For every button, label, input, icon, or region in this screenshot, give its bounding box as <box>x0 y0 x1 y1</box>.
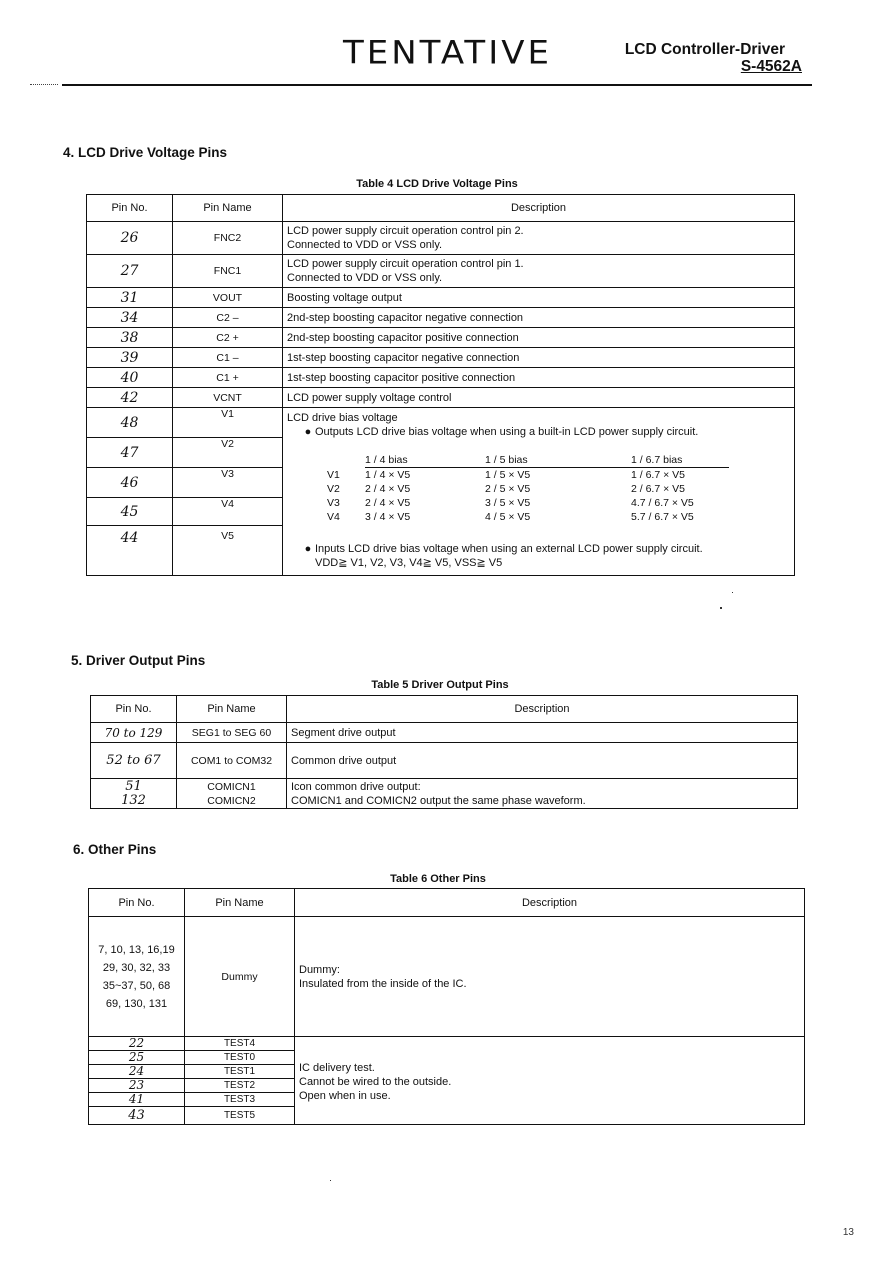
pin-description: 1st-step boosting capacitor positive connection <box>283 368 795 388</box>
pin-list-line: 7, 10, 13, 16,19 <box>98 943 175 956</box>
col-header-pin-no: Pin No. <box>89 889 185 917</box>
section-6-heading: 6. Other Pins <box>73 842 157 857</box>
pin-description: 2nd-step boosting capacitor positive connection <box>283 328 795 348</box>
bias-value: 2 / 5 × V5 <box>485 483 531 495</box>
pin-name: TEST1 <box>185 1065 295 1079</box>
pin-number: 47 <box>87 438 173 468</box>
pin-name: SEG1 to SEG 60 <box>177 723 287 743</box>
table-4 <box>86 194 795 576</box>
header-rule <box>62 84 812 86</box>
pin-number: 44 <box>87 526 173 576</box>
section-5-heading: 5. Driver Output Pins <box>71 653 206 668</box>
desc-line: Cannot be wired to the outside. <box>299 1076 452 1088</box>
pin-number: 46 <box>87 468 173 498</box>
bias-value: 3 / 4 × V5 <box>365 511 411 523</box>
bias-ratio-row <box>327 468 729 483</box>
table-6-caption: Table 6 Other Pins <box>390 873 486 885</box>
pin-name: VOUT <box>173 288 283 308</box>
pin-number: 26 <box>87 222 173 255</box>
pin-number: 34 <box>87 308 173 328</box>
table-row <box>87 308 795 328</box>
pin-number: 43 <box>89 1107 185 1125</box>
table-5-caption: Table 5 Driver Output Pins <box>371 679 509 691</box>
table-5-header-row <box>91 696 798 723</box>
pin-description: Segment drive output <box>287 723 798 743</box>
bias-pin: V3 <box>327 497 340 509</box>
tentative-stamp: TENTATIVE <box>343 34 552 72</box>
col-header-pin-name: Pin Name <box>177 696 287 723</box>
pin-number-line: 132 <box>121 792 146 808</box>
bullet-icon: ● <box>304 543 312 555</box>
bias-pin: V1 <box>327 468 340 481</box>
test-description <box>295 1037 805 1125</box>
pin-name: V2 <box>173 438 283 468</box>
bias-value: 3 / 5 × V5 <box>485 497 531 509</box>
col-header-description: Description <box>287 696 798 723</box>
pin-description: Common drive output <box>287 743 798 779</box>
desc-line: LCD power supply circuit operation control pin 2. <box>287 225 524 237</box>
col-header-description: Description <box>283 195 795 222</box>
table-row <box>87 328 795 348</box>
col-header-pin-name: Pin Name <box>173 195 283 222</box>
bias-value: 2 / 4 × V5 <box>365 497 411 509</box>
pin-name-line: COMICN2 <box>207 794 256 807</box>
pin-number: 45 <box>87 498 173 526</box>
pin-list-line: 35~37, 50, 68 <box>102 979 171 992</box>
desc-line: COMICN1 and COMICN2 output the same phase waveform. <box>291 794 586 807</box>
bias-value: 1 / 4 × V5 <box>365 469 411 481</box>
pin-name: V1 <box>173 408 283 438</box>
desc-line: Dummy: <box>299 963 340 976</box>
bias-condition: VDD≧ V1, V2, V3, V4≧ V5, VSS≧ V5 <box>315 557 503 569</box>
pin-name: FNC1 <box>173 255 283 288</box>
bias-header: 1 / 6.7 bias <box>631 453 729 468</box>
pin-name: C2 + <box>173 328 283 348</box>
pin-number: 38 <box>87 328 173 348</box>
pin-list-line: 69, 130, 131 <box>105 997 168 1010</box>
table-row <box>91 723 798 743</box>
header-rule-stub <box>30 84 58 85</box>
pin-description <box>283 222 795 255</box>
document-title: LCD Controller-Driver <box>624 41 785 58</box>
pin-list-line: 29, 30, 32, 33 <box>102 961 171 974</box>
bias-header: 1 / 5 bias <box>485 453 631 468</box>
pin-name: C2 – <box>173 308 283 328</box>
pin-name: V4 <box>173 498 283 526</box>
bias-value: 1 / 5 × V5 <box>485 469 531 481</box>
bias-value: 2 / 4 × V5 <box>365 483 411 495</box>
bias-header: 1 / 4 bias <box>365 453 485 468</box>
pin-name: VCNT <box>173 388 283 408</box>
bias-ratio-row <box>327 510 729 524</box>
table-row <box>89 917 805 1037</box>
table-row <box>87 368 795 388</box>
pin-name: TEST0 <box>185 1051 295 1065</box>
pin-number: 41 <box>89 1093 185 1107</box>
pin-name: TEST4 <box>185 1037 295 1051</box>
table-row <box>87 388 795 408</box>
pin-name-line: COMICN1 <box>207 780 256 793</box>
pin-number: 23 <box>89 1079 185 1093</box>
pin-number: 42 <box>87 388 173 408</box>
section-4-heading: 4. LCD Drive Voltage Pins <box>63 145 228 160</box>
bias-voltage-description <box>283 408 795 576</box>
desc-line: Connected to VDD or VSS only. <box>287 272 443 284</box>
pin-number: 48 <box>87 408 173 438</box>
pin-number: 70 to 129 <box>91 723 177 743</box>
pin-name: Dummy <box>185 917 295 1037</box>
col-header-pin-name: Pin Name <box>185 889 295 917</box>
pin-description: Boosting voltage output <box>283 288 795 308</box>
table-row <box>91 743 798 779</box>
pin-name: TEST3 <box>185 1093 295 1107</box>
pin-description: 2nd-step boosting capacitor negative connection <box>283 308 795 328</box>
pin-number: 27 <box>87 255 173 288</box>
bias-value: 4 / 5 × V5 <box>485 511 531 523</box>
table-row <box>87 408 795 438</box>
bias-corner <box>327 453 365 468</box>
model-number: S-4562A <box>740 58 802 75</box>
pin-number: 25 <box>89 1051 185 1065</box>
table-row <box>87 348 795 368</box>
page-number: 13 <box>842 1227 854 1238</box>
pin-name: V3 <box>173 468 283 498</box>
table-5 <box>90 695 798 809</box>
pin-number: 52 to 67 <box>91 743 177 779</box>
table-4-caption: Table 4 LCD Drive Voltage Pins <box>356 178 518 190</box>
scan-speck <box>732 592 733 593</box>
pin-name: TEST2 <box>185 1079 295 1093</box>
bias-bullet-2 <box>287 542 790 556</box>
bias-ratio-row <box>327 482 729 496</box>
table-6 <box>88 888 805 1125</box>
table-row <box>89 1037 805 1051</box>
col-header-pin-no: Pin No. <box>87 195 173 222</box>
bias-ratio-row <box>327 496 729 510</box>
pin-number <box>91 779 177 809</box>
pin-name: FNC2 <box>173 222 283 255</box>
pin-name <box>177 779 287 809</box>
scan-speck <box>720 607 722 609</box>
bullet-text: Outputs LCD drive bias voltage when using a built-in LCD power supply circuit. <box>315 426 699 438</box>
desc-line: Icon common drive output: <box>291 780 421 793</box>
pin-name: TEST5 <box>185 1107 295 1125</box>
pin-name: COM1 to COM32 <box>177 743 287 779</box>
pin-number-line: 51 <box>125 778 142 794</box>
pin-number: 31 <box>87 288 173 308</box>
bias-pin: V2 <box>327 483 340 495</box>
pin-number-list <box>89 917 185 1037</box>
bullet-text: Inputs LCD drive bias voltage when using an external LCD power supply circuit. <box>315 543 703 555</box>
bias-ratio-table <box>327 453 729 524</box>
desc-line: IC delivery test. <box>299 1062 375 1074</box>
desc-line: Insulated from the inside of the IC. <box>299 977 467 990</box>
pin-number: 40 <box>87 368 173 388</box>
bias-title: LCD drive bias voltage <box>287 412 398 424</box>
bias-bullet-1 <box>287 425 790 439</box>
scan-speck <box>330 1180 331 1181</box>
pin-name: V5 <box>173 526 283 576</box>
table-6-header-row <box>89 889 805 917</box>
pin-description: 1st-step boosting capacitor negative connection <box>283 348 795 368</box>
pin-number: 22 <box>89 1037 185 1051</box>
desc-line: Open when in use. <box>299 1090 391 1102</box>
pin-description: LCD power supply voltage control <box>283 388 795 408</box>
pin-name: C1 – <box>173 348 283 368</box>
bias-value: 1 / 6.7 × V5 <box>631 469 685 481</box>
bias-ratio-header <box>327 453 729 468</box>
desc-line: Connected to VDD or VSS only. <box>287 239 443 251</box>
col-header-description: Description <box>295 889 805 917</box>
table-row <box>87 255 795 288</box>
pin-description <box>295 917 805 1037</box>
pin-name: C1 + <box>173 368 283 388</box>
table-row <box>87 222 795 255</box>
bias-value: 5.7 / 6.7 × V5 <box>631 511 694 523</box>
pin-description <box>283 255 795 288</box>
pin-number: 24 <box>89 1065 185 1079</box>
pin-description <box>287 779 798 809</box>
desc-line: LCD power supply circuit operation control pin 1. <box>287 258 524 270</box>
table-row <box>91 779 798 809</box>
table-row <box>87 288 795 308</box>
pin-number: 39 <box>87 348 173 368</box>
col-header-pin-no: Pin No. <box>91 696 177 723</box>
bias-value: 4.7 / 6.7 × V5 <box>631 497 694 509</box>
bias-pin: V4 <box>327 511 340 523</box>
table-4-header-row <box>87 195 795 222</box>
bias-value: 2 / 6.7 × V5 <box>631 483 685 495</box>
bullet-icon: ● <box>304 426 312 438</box>
